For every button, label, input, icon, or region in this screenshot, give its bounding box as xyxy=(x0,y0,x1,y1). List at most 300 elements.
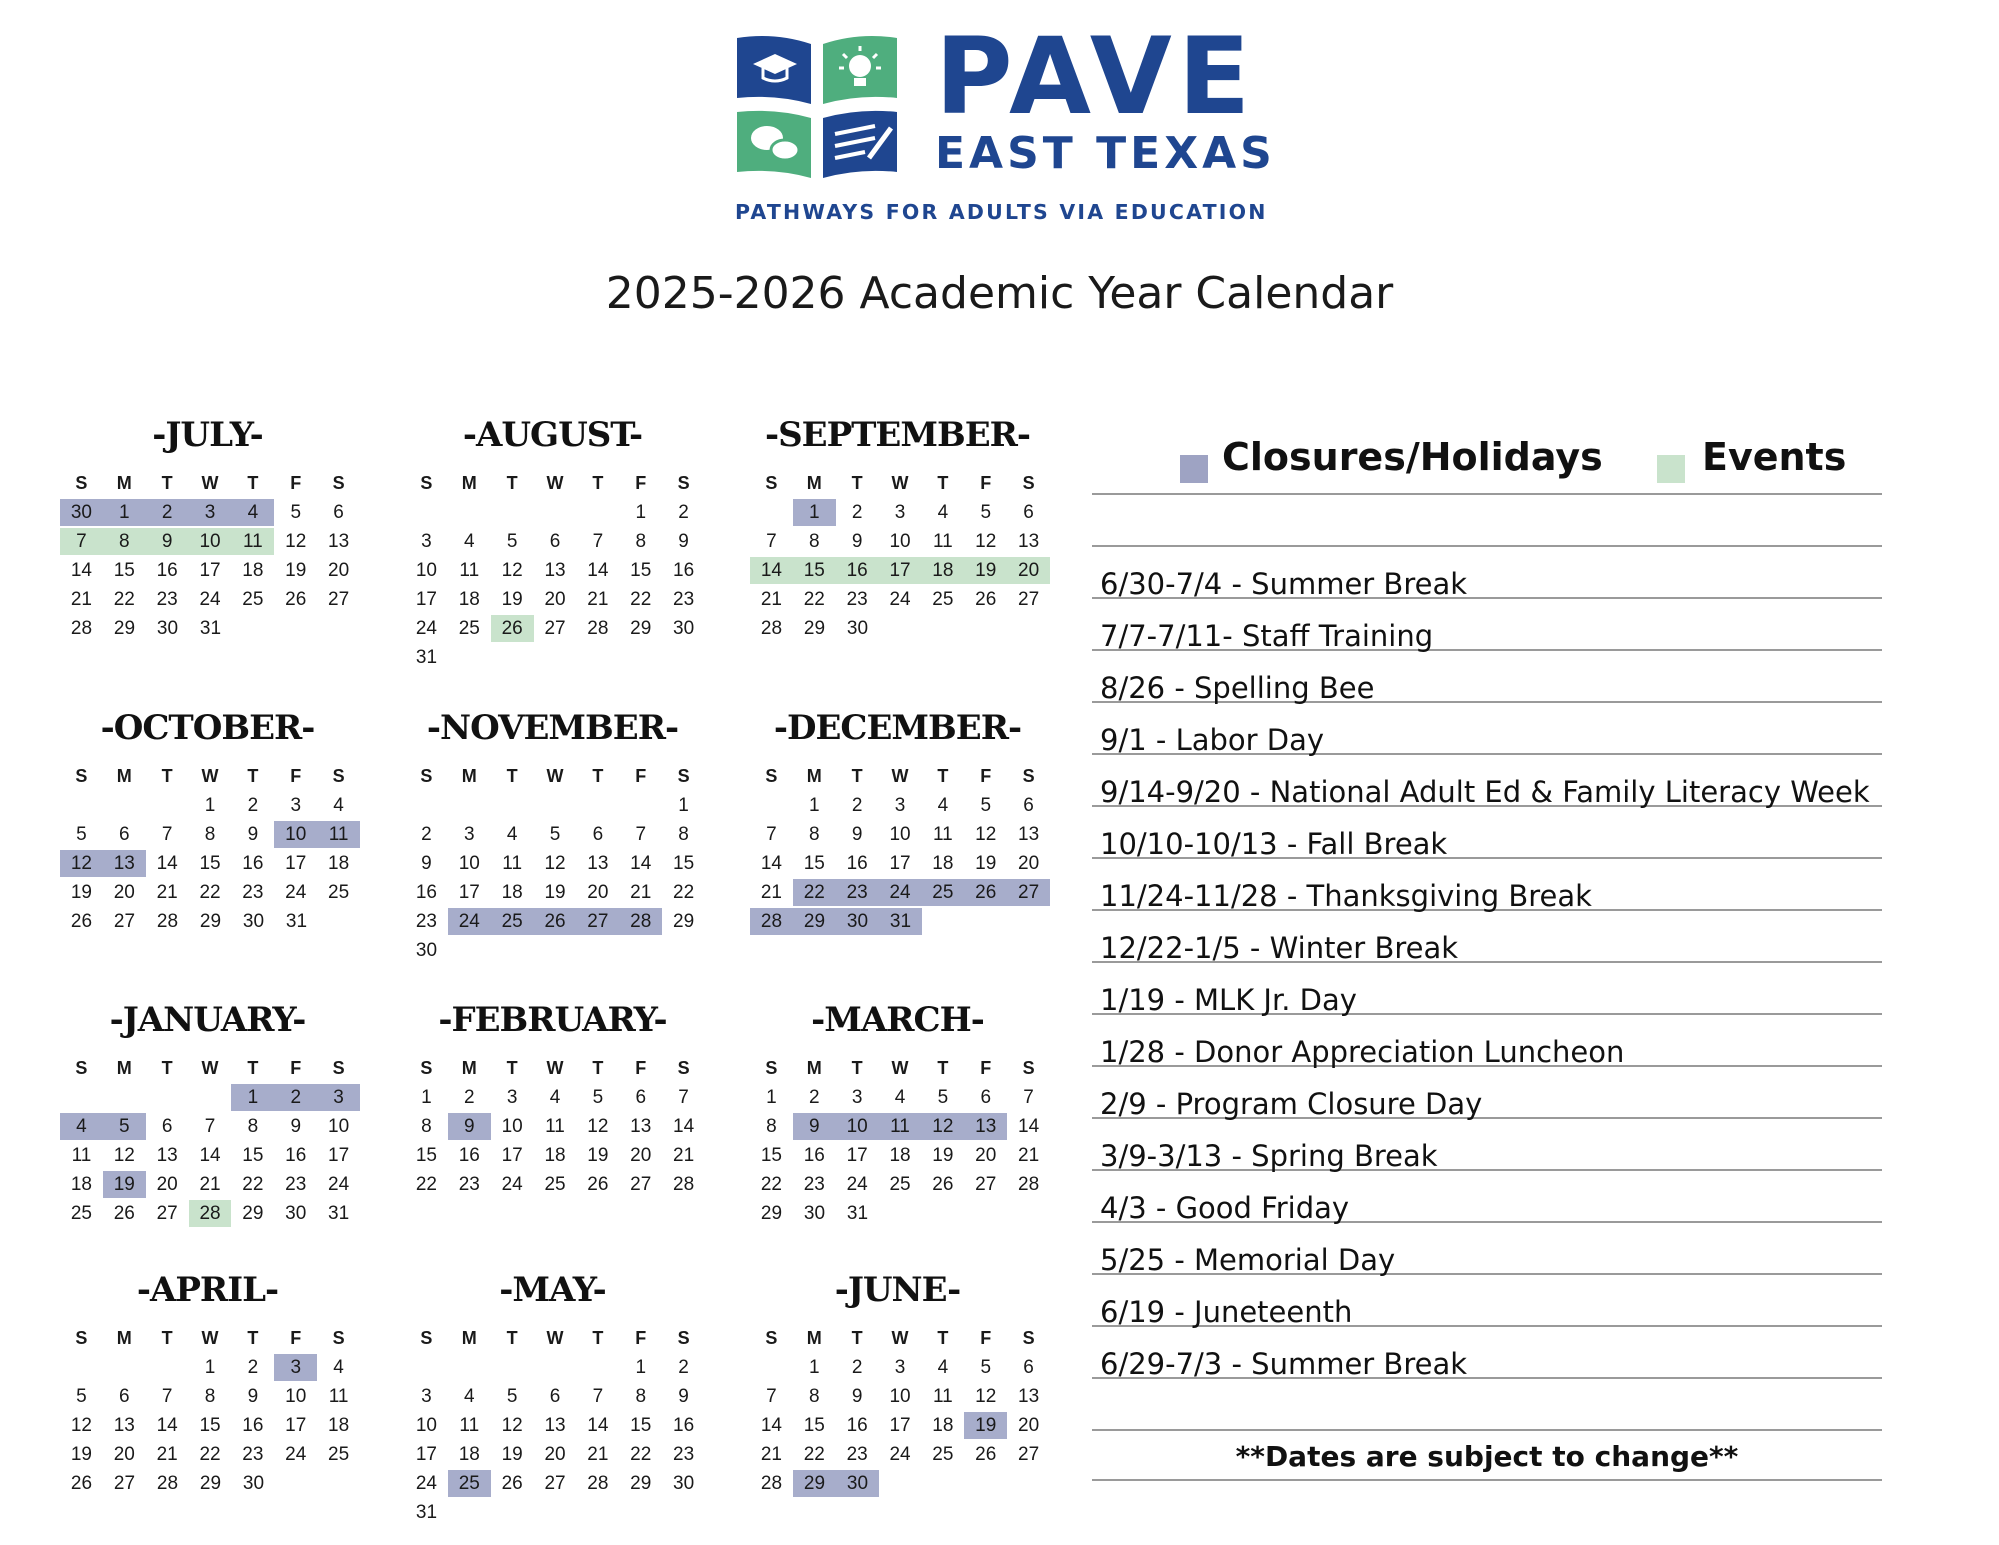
day-cell: 12 xyxy=(285,531,307,552)
day-cell: 9 xyxy=(247,824,259,845)
day-cell-empty xyxy=(405,1354,448,1381)
weekday-label: S xyxy=(677,1328,690,1348)
day-cell-closure: 4 xyxy=(60,1113,103,1140)
weekday-label: M xyxy=(806,1328,822,1348)
weekday-label: T xyxy=(247,1328,259,1348)
week-row xyxy=(405,1112,705,1141)
day-cell: 27 xyxy=(1018,589,1040,610)
day-cell: 23 xyxy=(846,1444,868,1465)
legend-item xyxy=(1092,547,1882,599)
weekday-label: S xyxy=(332,1058,345,1078)
day-cell: 17 xyxy=(846,1145,868,1166)
legend-item xyxy=(1092,859,1882,911)
legend-item xyxy=(1092,1223,1882,1275)
day-cell: 8 xyxy=(635,531,647,552)
day-cell: 25 xyxy=(889,1174,911,1195)
day-cell-closure: 19 xyxy=(964,1412,1007,1439)
day-cell: 29 xyxy=(199,1473,222,1494)
day-cell: 3 xyxy=(894,795,906,816)
day-cell-closure: 22 xyxy=(793,879,836,906)
day-cell: 7 xyxy=(766,1386,777,1407)
day-cell-event: 17 xyxy=(879,557,922,584)
day-cell: 2 xyxy=(851,502,863,523)
day-cell: 8 xyxy=(766,1116,777,1137)
day-cell: 17 xyxy=(328,1145,350,1166)
day-cell: 4 xyxy=(937,1357,949,1378)
day-cell: 15 xyxy=(199,1415,221,1436)
day-cell: 20 xyxy=(630,1145,652,1166)
day-cell: 31 xyxy=(415,1502,438,1523)
day-cell: 18 xyxy=(501,882,523,903)
day-cell: 18 xyxy=(544,1145,566,1166)
day-cell: 4 xyxy=(506,824,518,845)
weekday-label: W xyxy=(201,766,219,786)
day-cell: 4 xyxy=(937,795,949,816)
week-row xyxy=(60,849,360,878)
day-cell-closure: 30 xyxy=(836,1470,879,1497)
month-november xyxy=(405,703,705,965)
day-cell: 3 xyxy=(421,531,432,552)
day-cell: 24 xyxy=(415,618,437,639)
weekday-label: S xyxy=(332,766,345,786)
weekday-label: M xyxy=(806,1058,822,1078)
week-row xyxy=(405,1469,705,1498)
weekday-label: M xyxy=(806,766,822,786)
week-row xyxy=(750,1469,1050,1498)
week-row xyxy=(750,1411,1050,1440)
day-cell: 7 xyxy=(1023,1087,1034,1108)
logo-tagline: PATHWAYS FOR ADULTS VIA EDUCATION xyxy=(735,200,1268,224)
day-cell: 21 xyxy=(760,882,782,903)
day-cell: 22 xyxy=(673,882,695,903)
day-cell-empty xyxy=(576,499,619,526)
day-cell: 3 xyxy=(290,795,302,816)
month-august xyxy=(405,410,705,672)
day-cell: 7 xyxy=(161,1386,173,1407)
day-cell: 10 xyxy=(415,1415,437,1436)
day-cell: 24 xyxy=(415,1473,437,1494)
day-cell: 11 xyxy=(933,824,953,845)
week-row xyxy=(750,1353,1050,1382)
weekday-label: T xyxy=(247,1058,259,1078)
weekday-label: T xyxy=(937,1328,949,1348)
day-cell: 21 xyxy=(630,882,652,903)
day-cell: 1 xyxy=(809,1357,820,1378)
week-row xyxy=(405,1382,705,1411)
day-cell: 23 xyxy=(285,1174,307,1195)
day-cell: 16 xyxy=(846,853,868,874)
weekday-label: W xyxy=(201,473,219,493)
month-january xyxy=(60,995,360,1228)
day-cell: 27 xyxy=(975,1174,997,1195)
day-cell: 15 xyxy=(760,1145,782,1166)
day-cell: 22 xyxy=(803,1444,825,1465)
day-cell: 20 xyxy=(113,882,135,903)
weekday-header xyxy=(60,1053,360,1083)
page-title: 2025-2026 Academic Year Calendar xyxy=(605,268,1394,319)
week-row xyxy=(750,1170,1050,1199)
day-cell-empty xyxy=(146,792,189,819)
closure-swatch xyxy=(1180,455,1208,483)
weekday-label: T xyxy=(161,766,173,786)
day-cell: 24 xyxy=(328,1174,350,1195)
day-cell: 12 xyxy=(587,1116,609,1137)
day-cell: 2 xyxy=(247,795,259,816)
weekday-label: S xyxy=(420,766,433,786)
day-cell: 10 xyxy=(458,853,480,874)
day-cell: 22 xyxy=(199,882,221,903)
legend-item xyxy=(1092,1119,1882,1171)
weekday-label: M xyxy=(461,766,477,786)
day-cell-closure: 28 xyxy=(619,908,662,935)
weekday-label: S xyxy=(1022,1328,1035,1348)
weekday-label: S xyxy=(765,1328,778,1348)
day-cell: 11 xyxy=(545,1116,565,1137)
day-cell: 16 xyxy=(846,1415,868,1436)
day-cell-empty xyxy=(60,792,103,819)
weekday-label: W xyxy=(891,473,909,493)
day-cell: 25 xyxy=(70,1203,92,1224)
week-row xyxy=(405,1411,705,1440)
day-cell: 30 xyxy=(846,618,869,639)
weekday-label: F xyxy=(980,1058,992,1078)
weekday-label: T xyxy=(592,1058,604,1078)
day-cell: 6 xyxy=(549,531,561,552)
day-cell: 12 xyxy=(113,1145,135,1166)
day-cell: 12 xyxy=(975,1386,997,1407)
day-cell: 31 xyxy=(846,1203,869,1224)
day-cell-closure: 24 xyxy=(448,908,491,935)
day-cell-empty xyxy=(103,1084,146,1111)
day-cell: 11 xyxy=(933,1386,953,1407)
day-cell: 23 xyxy=(846,589,868,610)
day-cell: 13 xyxy=(587,853,609,874)
day-cell: 8 xyxy=(678,824,689,845)
week-row xyxy=(750,498,1050,527)
day-cell: 4 xyxy=(333,1357,344,1378)
weekday-label: W xyxy=(546,473,564,493)
legend-item-text: 2/9 - Program Closure Day xyxy=(1100,1087,1483,1121)
legend-item xyxy=(1092,1327,1882,1379)
day-cell: 6 xyxy=(1023,1357,1034,1378)
day-cell: 7 xyxy=(592,1386,604,1407)
weekday-label: S xyxy=(1022,1058,1035,1078)
weekday-label: T xyxy=(247,766,259,786)
weekday-label: M xyxy=(116,473,132,493)
day-cell: 1 xyxy=(809,795,820,816)
day-cell: 11 xyxy=(459,560,480,581)
day-cell-closure: 1 xyxy=(103,499,146,526)
week-row xyxy=(60,527,360,556)
open-book-icon xyxy=(735,32,905,182)
day-cell: 11 xyxy=(71,1145,92,1166)
day-cell-closure: 2 xyxy=(274,1084,317,1111)
day-cell: 22 xyxy=(113,589,135,610)
day-cell: 13 xyxy=(328,531,350,552)
legend-item xyxy=(1092,1067,1882,1119)
day-cell: 5 xyxy=(290,502,302,523)
week-row xyxy=(405,556,705,585)
month-april xyxy=(60,1265,360,1498)
day-cell: 18 xyxy=(70,1174,92,1195)
day-cell-closure: 25 xyxy=(491,908,534,935)
day-cell: 14 xyxy=(1018,1116,1040,1137)
day-cell: 18 xyxy=(889,1145,911,1166)
day-cell: 3 xyxy=(894,502,906,523)
weekday-label: F xyxy=(635,1058,647,1078)
day-cell: 30 xyxy=(673,1473,695,1494)
weekday-header xyxy=(405,761,705,791)
weekday-header xyxy=(60,1323,360,1353)
week-row xyxy=(405,1440,705,1469)
day-cell: 12 xyxy=(501,1415,523,1436)
day-cell: 7 xyxy=(678,1087,689,1108)
day-cell: 17 xyxy=(458,882,480,903)
day-cell: 9 xyxy=(247,1386,259,1407)
day-cell: 15 xyxy=(630,1415,652,1436)
weekday-header xyxy=(60,761,360,791)
day-cell-closure: 29 xyxy=(793,908,836,935)
day-cell-closure: 25 xyxy=(921,879,964,906)
day-cell: 13 xyxy=(156,1145,178,1166)
week-row xyxy=(60,878,360,907)
week-row xyxy=(750,1141,1050,1170)
day-cell: 31 xyxy=(328,1203,350,1224)
day-cell: 24 xyxy=(846,1174,868,1195)
day-cell-closure: 10 xyxy=(836,1113,879,1140)
day-cell: 14 xyxy=(70,560,92,581)
weekday-header xyxy=(60,468,360,498)
month-july xyxy=(60,410,360,643)
day-cell: 20 xyxy=(328,560,350,581)
weekday-label: T xyxy=(851,766,863,786)
day-cell: 15 xyxy=(113,560,135,581)
day-cell-closure: 9 xyxy=(448,1113,491,1140)
day-cell: 25 xyxy=(932,1444,954,1465)
month-name: -SEPTEMBER- xyxy=(764,415,1031,455)
week-row xyxy=(405,820,705,849)
weekday-label: W xyxy=(546,766,564,786)
day-cell-empty xyxy=(60,1354,103,1381)
day-cell: 15 xyxy=(803,1415,825,1436)
day-cell-closure: 12 xyxy=(921,1113,964,1140)
weekday-header xyxy=(750,1323,1050,1353)
day-cell-closure: 26 xyxy=(964,879,1007,906)
day-cell-empty xyxy=(491,1354,534,1381)
day-cell: 6 xyxy=(119,824,130,845)
day-cell: 16 xyxy=(156,560,178,581)
week-row xyxy=(750,1112,1050,1141)
day-cell: 13 xyxy=(544,560,566,581)
day-cell-empty xyxy=(146,1084,189,1111)
weekday-label: T xyxy=(592,766,604,786)
day-cell: 8 xyxy=(204,1386,216,1407)
day-cell: 25 xyxy=(544,1174,566,1195)
day-cell: 17 xyxy=(199,560,221,581)
week-row xyxy=(405,498,705,527)
day-cell: 19 xyxy=(975,853,997,874)
day-cell: 18 xyxy=(932,853,954,874)
day-cell: 27 xyxy=(630,1174,652,1195)
day-cell: 10 xyxy=(889,531,911,552)
day-cell: 15 xyxy=(415,1145,437,1166)
day-cell: 18 xyxy=(242,560,264,581)
weekday-label: M xyxy=(116,1328,132,1348)
day-cell-closure: 11 xyxy=(879,1113,922,1140)
legend-header xyxy=(1092,425,1882,495)
day-cell: 4 xyxy=(464,531,475,552)
legend-item xyxy=(1092,651,1882,703)
weekday-label: S xyxy=(75,473,88,493)
week-row xyxy=(60,907,360,936)
day-cell: 5 xyxy=(506,1386,518,1407)
logo-wordmark: PAVE xyxy=(935,15,1257,138)
week-row xyxy=(60,1141,360,1170)
day-cell-event: 16 xyxy=(836,557,879,584)
day-cell: 11 xyxy=(502,853,523,874)
day-cell: 25 xyxy=(328,1444,350,1465)
day-cell: 1 xyxy=(421,1087,432,1108)
day-cell: 19 xyxy=(501,589,523,610)
day-cell: 5 xyxy=(980,502,992,523)
week-row xyxy=(750,527,1050,556)
day-cell-event: 11 xyxy=(231,528,274,555)
weekday-label: S xyxy=(1022,766,1035,786)
week-row xyxy=(405,1141,705,1170)
weekday-label: S xyxy=(677,1058,690,1078)
day-cell-empty xyxy=(750,1354,793,1381)
day-cell: 6 xyxy=(980,1087,992,1108)
day-cell-closure: 9 xyxy=(793,1113,836,1140)
weekday-label: F xyxy=(635,766,647,786)
day-cell: 16 xyxy=(803,1145,825,1166)
week-row xyxy=(60,614,360,643)
day-cell-closure: 29 xyxy=(793,1470,836,1497)
day-cell-closure: 24 xyxy=(879,879,922,906)
legend-item xyxy=(1092,599,1882,651)
week-row xyxy=(405,614,705,643)
day-cell-closure: 23 xyxy=(836,879,879,906)
day-cell-empty xyxy=(103,792,146,819)
day-cell: 14 xyxy=(156,853,178,874)
weekday-label: T xyxy=(506,766,518,786)
day-cell: 30 xyxy=(242,1473,265,1494)
day-cell: 16 xyxy=(285,1145,307,1166)
day-cell-closure: 28 xyxy=(750,908,793,935)
day-cell-empty xyxy=(146,1354,189,1381)
day-cell: 5 xyxy=(549,824,561,845)
day-cell-empty xyxy=(576,792,619,819)
weekday-label: W xyxy=(201,1328,219,1348)
day-cell-closure: 11 xyxy=(317,821,360,848)
month-name: -APRIL- xyxy=(136,1270,279,1310)
day-cell: 8 xyxy=(635,1386,647,1407)
day-cell: 27 xyxy=(1018,1444,1040,1465)
day-cell-empty xyxy=(491,499,534,526)
week-row xyxy=(750,878,1050,907)
day-cell: 29 xyxy=(630,1473,652,1494)
week-row xyxy=(750,1440,1050,1469)
day-cell: 5 xyxy=(937,1087,949,1108)
day-cell: 30 xyxy=(415,940,438,961)
day-cell: 1 xyxy=(204,1357,216,1378)
weekday-header xyxy=(750,761,1050,791)
day-cell-event: 19 xyxy=(964,557,1007,584)
weekday-label: T xyxy=(937,1058,949,1078)
day-cell: 10 xyxy=(889,1386,911,1407)
day-cell: 14 xyxy=(199,1145,221,1166)
day-cell: 13 xyxy=(630,1116,652,1137)
weekday-label: T xyxy=(937,473,949,493)
day-cell: 3 xyxy=(851,1087,863,1108)
weekday-label: S xyxy=(75,766,88,786)
legend-item-text: 4/3 - Good Friday xyxy=(1100,1191,1350,1225)
day-cell-event: 26 xyxy=(491,615,534,642)
day-cell: 8 xyxy=(421,1116,432,1137)
day-cell: 21 xyxy=(1018,1145,1040,1166)
day-cell: 23 xyxy=(673,1444,695,1465)
day-cell-event: 9 xyxy=(146,528,189,555)
day-cell: 10 xyxy=(285,1386,307,1407)
day-cell: 18 xyxy=(328,853,350,874)
day-cell: 1 xyxy=(204,795,216,816)
day-cell: 13 xyxy=(544,1415,566,1436)
day-cell: 24 xyxy=(889,589,911,610)
day-cell: 30 xyxy=(242,911,265,932)
day-cell-closure: 4 xyxy=(231,499,274,526)
legend-item-text: 12/22-1/5 - Winter Break xyxy=(1100,931,1459,965)
day-cell-empty xyxy=(189,1084,232,1111)
weekday-label: F xyxy=(290,1058,302,1078)
weekday-label: F xyxy=(290,473,302,493)
day-cell: 9 xyxy=(851,824,863,845)
day-cell: 10 xyxy=(501,1116,523,1137)
month-september xyxy=(750,410,1050,643)
weekday-label: W xyxy=(546,1058,564,1078)
day-cell: 16 xyxy=(242,1415,264,1436)
day-cell: 7 xyxy=(766,824,777,845)
pave-logo xyxy=(735,15,1295,228)
weekday-label: T xyxy=(161,1328,173,1348)
week-row xyxy=(60,556,360,585)
day-cell: 31 xyxy=(199,618,222,639)
week-row xyxy=(405,1170,705,1199)
day-cell: 2 xyxy=(851,795,863,816)
legend-item xyxy=(1092,1275,1882,1327)
week-row xyxy=(405,1083,705,1112)
day-cell: 4 xyxy=(549,1087,561,1108)
day-cell: 20 xyxy=(1018,1415,1040,1436)
weekday-label: F xyxy=(290,766,302,786)
week-row xyxy=(750,1382,1050,1411)
day-cell: 22 xyxy=(803,589,825,610)
day-cell: 15 xyxy=(242,1145,264,1166)
day-cell-closure: 30 xyxy=(60,499,103,526)
day-cell-closure: 12 xyxy=(60,850,103,877)
weekday-label: S xyxy=(765,473,778,493)
day-cell: 29 xyxy=(760,1203,783,1224)
month-name: -DECEMBER- xyxy=(773,708,1022,748)
day-cell: 22 xyxy=(760,1174,782,1195)
day-cell: 17 xyxy=(889,1415,911,1436)
day-cell: 17 xyxy=(889,853,911,874)
day-cell-closure: 5 xyxy=(103,1113,146,1140)
day-cell: 16 xyxy=(673,560,695,581)
day-cell: 18 xyxy=(328,1415,350,1436)
day-cell: 16 xyxy=(458,1145,480,1166)
day-cell: 1 xyxy=(766,1087,777,1108)
month-december xyxy=(750,703,1050,936)
